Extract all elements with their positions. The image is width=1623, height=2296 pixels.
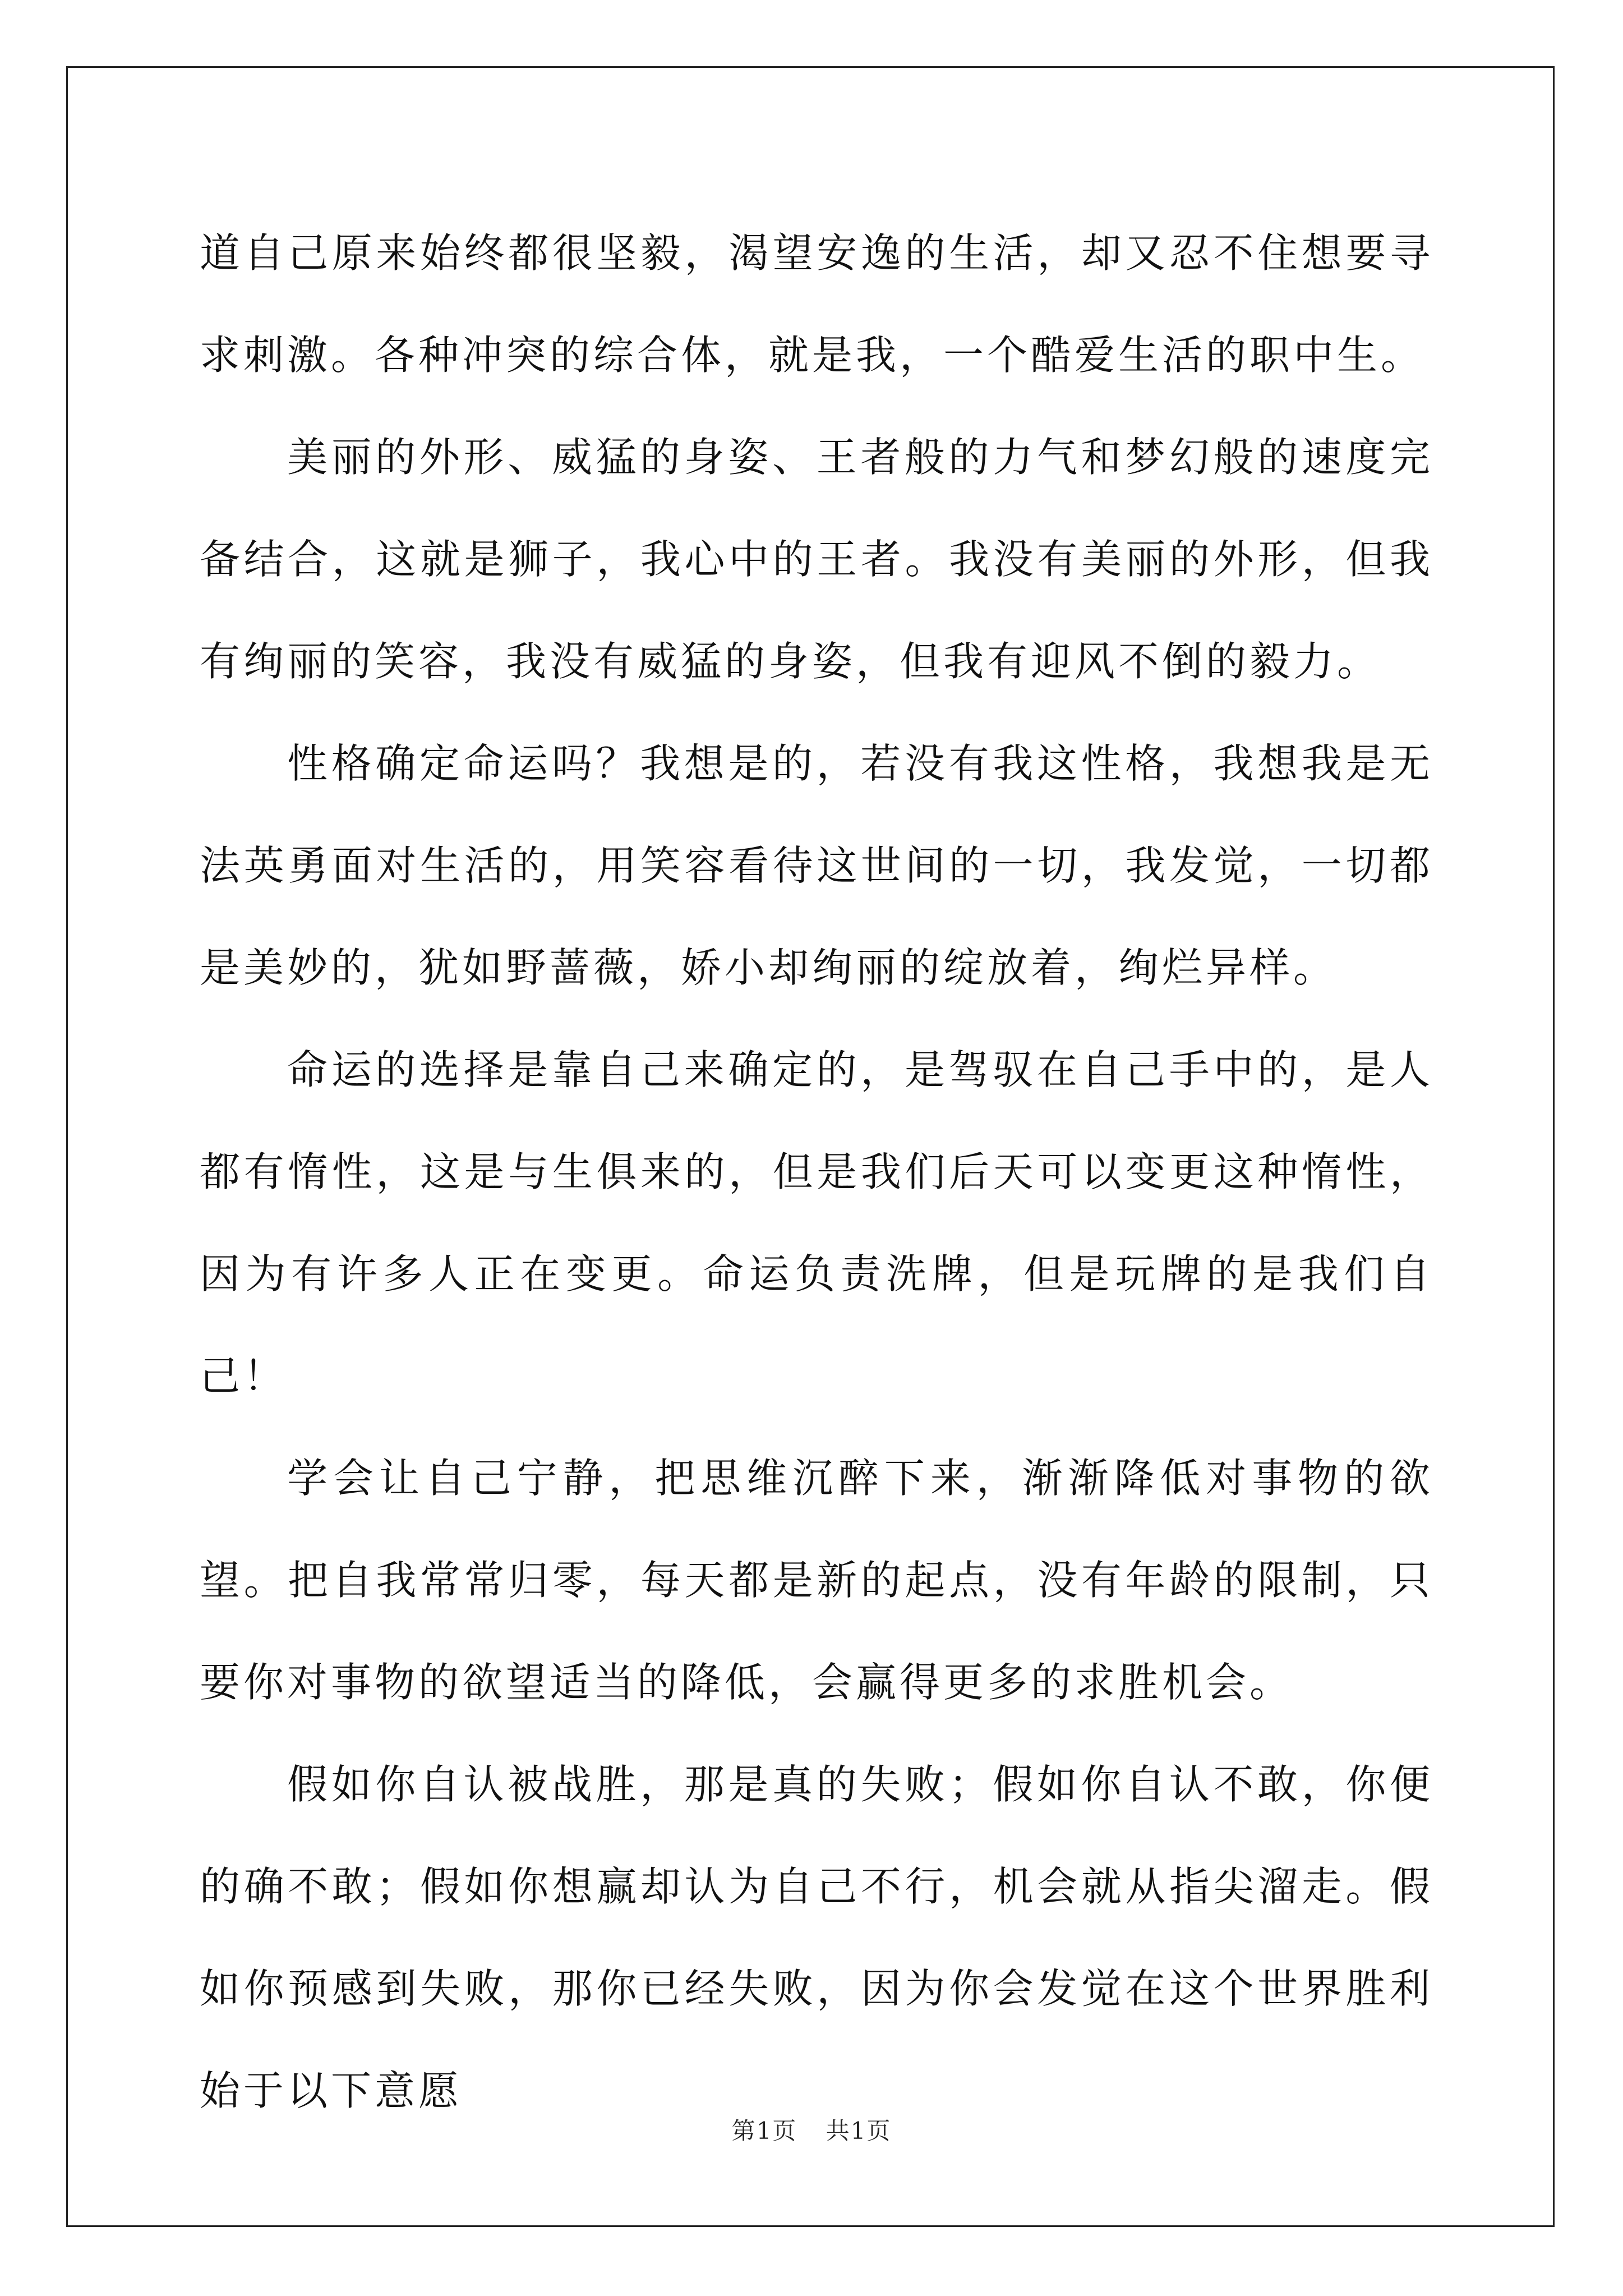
page-total: 共1页 [826, 2117, 892, 2145]
page-number: 第1页 [731, 2117, 797, 2145]
paragraph-6: 假如你自认被战胜，那是真的失败；假如你自认不敢，你便的确不敢；假如你想赢却认为自己不行，机会就从指尖溜走。假如你预感到失败，那你已经失败，因为你会发觉在这个世界胜利始于以下意愿 [200, 1761, 1433, 2114]
page-footer [0, 2113, 1623, 2146]
document-body [200, 202, 1433, 2142]
paragraph-1: 道自己原来始终都很坚毅，渴望安逸的生活，却又忍不住想要寻求刺激。各种冲突的综合体，就是我，一个酷爱生活的职中生。 [200, 229, 1433, 379]
paragraph-4: 命运的选择是靠自己来确定的，是驾驭在自己手中的，是人都有惰性，这是与生俱来的，但是我们后天可以变更这种惰性，因为有许多人正在变更。命运负责洗牌，但是玩牌的是我们自己！ [200, 1046, 1433, 1400]
paragraph-5: 学会让自己宁静，把思维沉醉下来，渐渐降低对事物的欲望。把自我常常归零，每天都是新的起点，没有年龄的限制，只要你对事物的欲望适当的降低，会赢得更多的求胜机会。 [200, 1455, 1433, 1706]
paragraph-3: 性格确定命运吗？我想是的，若没有我这性格，我想我是无法英勇面对生活的，用笑容看待这世间的一切，我发觉，一切都是美妙的，犹如野蔷薇，娇小却绚丽的绽放着，绚烂异样。 [200, 740, 1433, 991]
paragraph-2: 美丽的外形、威猛的身姿、王者般的力气和梦幻般的速度完备结合，这就是狮子，我心中的王者。我没有美丽的外形，但我有绚丽的笑容，我没有威猛的身姿，但我有迎风不倒的毅力。 [200, 434, 1433, 685]
